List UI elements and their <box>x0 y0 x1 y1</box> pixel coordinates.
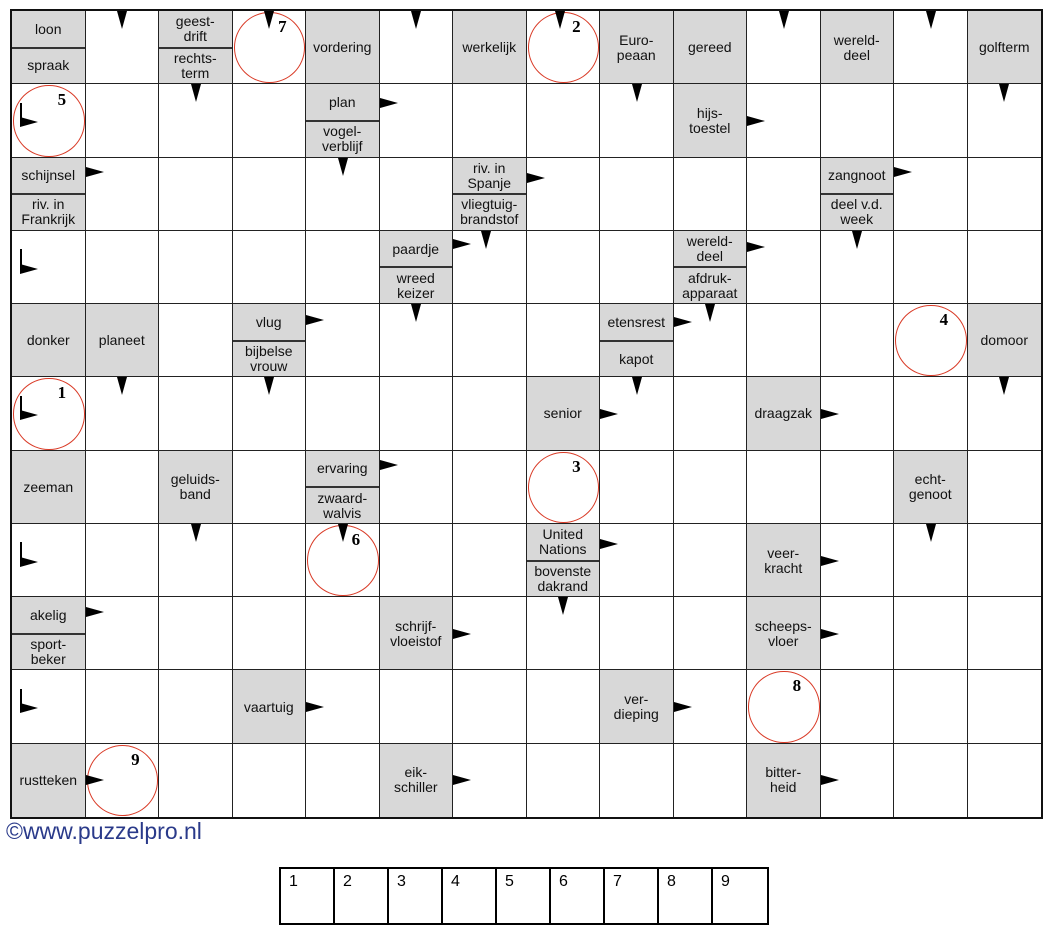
arrow-right-icon <box>600 539 618 549</box>
answer-cell[interactable] <box>674 744 748 817</box>
arrow-right-icon <box>86 775 104 785</box>
arrow-right-icon <box>380 460 398 470</box>
clue-cell <box>12 304 86 377</box>
answer-cell[interactable] <box>968 670 1042 743</box>
answer-cell[interactable] <box>453 304 527 377</box>
answer-cell[interactable] <box>968 597 1042 670</box>
answer-cell[interactable] <box>527 231 601 304</box>
arrow-down-icon <box>191 524 201 542</box>
answer-cell[interactable] <box>968 744 1042 817</box>
answer-cell[interactable] <box>821 451 895 524</box>
arrow-right-icon <box>453 775 471 785</box>
solution-number: 8 <box>667 873 676 890</box>
answer-cell[interactable] <box>453 377 527 450</box>
clue-text: hijs- toestel <box>689 104 731 136</box>
answer-cell[interactable] <box>453 670 527 743</box>
answer-cell[interactable] <box>380 670 454 743</box>
clue-text: donker <box>26 332 70 349</box>
answer-cell[interactable] <box>86 231 160 304</box>
clue-text: scheeps- vloer <box>754 617 812 649</box>
circle-number: 5 <box>57 90 67 110</box>
clue-cell <box>12 11 86 84</box>
clue-cell <box>674 11 748 84</box>
arrow-down-icon <box>117 11 127 29</box>
arrow-right-icon <box>747 242 765 252</box>
clue-cell <box>674 231 748 304</box>
answer-cell[interactable] <box>159 744 233 817</box>
clue-text: vliegtuig- brandstof <box>460 196 519 228</box>
arrow-bent-icon <box>20 264 38 274</box>
solution-box[interactable] <box>551 869 605 923</box>
clue-cell <box>600 304 674 377</box>
answer-cell[interactable] <box>380 377 454 450</box>
arrow-right-icon <box>674 317 692 327</box>
clue-cell <box>12 744 86 817</box>
solution-box[interactable] <box>389 869 443 923</box>
clue-text: senior <box>543 405 582 422</box>
answer-cell[interactable] <box>233 524 307 597</box>
solution-number: 1 <box>289 873 298 890</box>
clue-divider <box>233 340 306 342</box>
clue-cell <box>159 451 233 524</box>
answer-cell[interactable] <box>747 158 821 231</box>
answer-cell[interactable] <box>600 524 674 597</box>
answer-cell[interactable] <box>233 451 307 524</box>
solution-box[interactable] <box>335 869 389 923</box>
circle-number: 9 <box>131 749 140 769</box>
arrow-bent-icon <box>20 117 38 127</box>
clue-cell <box>747 744 821 817</box>
clue-text: spraak <box>27 57 70 74</box>
solution-number: 3 <box>397 873 406 890</box>
clue-text: schrijf- vloeistof <box>390 617 442 649</box>
clue-cell <box>380 744 454 817</box>
clue-cell <box>600 670 674 743</box>
clue-divider <box>453 193 526 195</box>
answer-cell[interactable] <box>600 597 674 670</box>
arrow-right-icon <box>306 315 324 325</box>
clue-cell <box>233 304 307 377</box>
answer-cell[interactable] <box>159 231 233 304</box>
answer-cell[interactable] <box>968 231 1042 304</box>
clue-text: sport- beker <box>30 636 67 668</box>
answer-cell[interactable] <box>821 670 895 743</box>
clue-text: draagzak <box>754 405 813 422</box>
arrow-right-icon <box>821 629 839 639</box>
clue-cell <box>453 11 527 84</box>
clue-text: eik- schiller <box>393 764 438 796</box>
clue-divider <box>12 193 85 195</box>
solution-circle <box>748 671 820 742</box>
circle-number: 7 <box>278 17 287 36</box>
clue-cell <box>527 524 601 597</box>
circle-number: 6 <box>351 529 361 549</box>
clue-cell <box>747 524 821 597</box>
answer-cell[interactable] <box>600 231 674 304</box>
clue-divider <box>527 560 600 562</box>
solution-box[interactable] <box>605 869 659 923</box>
clue-text: vogel- verblijf <box>322 123 363 155</box>
arrow-right-icon <box>600 409 618 419</box>
clue-text: planeet <box>98 332 145 349</box>
answer-cell[interactable] <box>159 670 233 743</box>
answer-cell[interactable] <box>86 451 160 524</box>
clue-cell <box>12 451 86 524</box>
arrow-down-icon <box>852 231 862 249</box>
answer-cell[interactable] <box>674 158 748 231</box>
answer-cell[interactable] <box>306 231 380 304</box>
arrow-right-icon <box>674 702 692 712</box>
answer-cell[interactable] <box>453 524 527 597</box>
arrow-down-icon <box>264 11 274 29</box>
answer-cell[interactable] <box>894 744 968 817</box>
answer-cell[interactable] <box>159 597 233 670</box>
arrow-bent-icon <box>20 410 38 420</box>
clue-divider <box>306 120 379 122</box>
answer-cell[interactable] <box>894 377 968 450</box>
answer-cell[interactable] <box>747 451 821 524</box>
arrow-down-icon <box>338 524 348 542</box>
circle-number: 8 <box>792 676 802 696</box>
clue-cell <box>821 11 895 84</box>
answer-cell[interactable] <box>159 304 233 377</box>
clue-text: zeeman <box>23 478 74 495</box>
answer-cell[interactable] <box>159 158 233 231</box>
answer-cell[interactable] <box>306 597 380 670</box>
clue-cell <box>12 597 86 670</box>
arrow-down-icon <box>558 597 568 615</box>
clue-text: kapot <box>619 350 654 367</box>
clue-text: plan <box>329 94 356 111</box>
circle-number: 2 <box>572 17 581 36</box>
clue-cell <box>968 304 1042 377</box>
solution-circle <box>895 305 967 376</box>
answer-cell[interactable] <box>821 304 895 377</box>
answer-cell[interactable] <box>968 158 1042 231</box>
clue-text: akelig <box>29 606 67 623</box>
clue-divider <box>12 47 85 49</box>
answer-cell[interactable] <box>306 744 380 817</box>
clue-cell <box>306 11 380 84</box>
clue-text: bijbelse vrouw <box>245 343 293 375</box>
answer-cell[interactable] <box>894 84 968 157</box>
clue-text: riv. in Spanje <box>467 159 512 191</box>
arrow-down-icon <box>481 231 491 249</box>
clue-text: wereld- deel <box>833 31 880 63</box>
solution-box[interactable] <box>659 869 713 923</box>
clue-text: afdruk- apparaat <box>682 269 738 301</box>
crossword-grid <box>10 9 1043 819</box>
clue-text: etensrest <box>607 313 666 330</box>
clue-text: rustteken <box>19 771 78 788</box>
clue-divider <box>380 266 453 268</box>
arrow-down-icon <box>926 11 936 29</box>
clue-text: bovenste dakrand <box>534 562 592 594</box>
arrow-right-icon <box>821 409 839 419</box>
answer-cell[interactable] <box>894 597 968 670</box>
arrow-right-icon <box>306 702 324 712</box>
clue-cell <box>380 231 454 304</box>
answer-cell[interactable] <box>86 84 160 157</box>
answer-cell[interactable] <box>380 524 454 597</box>
arrow-right-icon <box>894 167 912 177</box>
clue-text: domoor <box>980 332 1028 349</box>
arrow-right-icon <box>453 239 471 249</box>
solution-number: 9 <box>721 873 730 890</box>
answer-cell[interactable] <box>674 524 748 597</box>
arrow-right-icon <box>86 167 104 177</box>
clue-divider <box>306 486 379 488</box>
answer-cell[interactable] <box>674 451 748 524</box>
clue-cell <box>821 158 895 231</box>
clue-text: veer- kracht <box>764 544 803 576</box>
arrow-right-icon <box>380 98 398 108</box>
circle-number: 1 <box>57 383 67 403</box>
arrow-down-icon <box>411 304 421 322</box>
answer-cell[interactable] <box>380 158 454 231</box>
clue-text: golfterm <box>978 39 1030 56</box>
answer-cell[interactable] <box>600 451 674 524</box>
clue-text: gereed <box>687 39 732 56</box>
clue-cell <box>747 597 821 670</box>
answer-cell[interactable] <box>233 597 307 670</box>
solution-box[interactable] <box>443 869 497 923</box>
clue-cell <box>306 451 380 524</box>
arrow-down-icon <box>926 524 936 542</box>
arrow-right-icon <box>821 775 839 785</box>
answer-cell[interactable] <box>527 158 601 231</box>
answer-cell[interactable] <box>86 670 160 743</box>
answer-cell[interactable] <box>233 744 307 817</box>
arrow-down-icon <box>999 84 1009 102</box>
solution-box[interactable] <box>281 869 335 923</box>
clue-text: zangnoot <box>827 167 886 184</box>
clue-text: vlug <box>255 313 282 330</box>
answer-cell[interactable] <box>527 670 601 743</box>
clue-text: ver- dieping <box>613 691 659 723</box>
arrow-right-icon <box>747 116 765 126</box>
answer-cell[interactable] <box>159 377 233 450</box>
circle-number: 4 <box>939 310 949 330</box>
answer-cell[interactable] <box>600 744 674 817</box>
clue-cell <box>527 377 601 450</box>
clue-text: ervaring <box>316 460 368 477</box>
arrow-right-icon <box>86 607 104 617</box>
clue-cell <box>12 158 86 231</box>
clue-text: paardje <box>392 240 440 257</box>
clue-text: werkelijk <box>462 39 517 56</box>
arrow-down-icon <box>191 84 201 102</box>
clue-divider <box>674 266 747 268</box>
solution-circle <box>528 452 600 523</box>
clue-text: loon <box>35 20 62 37</box>
arrow-down-icon <box>632 84 642 102</box>
clue-cell <box>600 11 674 84</box>
clue-text: echt- genoot <box>908 471 952 503</box>
clue-divider <box>600 340 673 342</box>
clue-text: bitter- heid <box>765 764 802 796</box>
clue-cell <box>968 11 1042 84</box>
arrow-right-icon <box>453 629 471 639</box>
arrow-right-icon <box>821 556 839 566</box>
solution-number: 5 <box>505 873 514 890</box>
clue-cell <box>380 597 454 670</box>
answer-cell[interactable] <box>86 524 160 597</box>
answer-cell[interactable] <box>894 231 968 304</box>
clue-text: geest- drift <box>175 13 215 45</box>
clue-divider <box>12 633 85 635</box>
answer-cell[interactable] <box>527 744 601 817</box>
answer-cell[interactable] <box>747 304 821 377</box>
clue-text: United Nations <box>539 526 587 558</box>
answer-cell[interactable] <box>968 524 1042 597</box>
answer-cell[interactable] <box>894 670 968 743</box>
arrow-down-icon <box>999 377 1009 395</box>
clue-cell <box>674 84 748 157</box>
clue-cell <box>86 304 160 377</box>
clue-text: riv. in Frankrijk <box>21 196 76 228</box>
clue-text: Euro- peaan <box>616 31 656 63</box>
answer-cell[interactable] <box>453 84 527 157</box>
answer-cell[interactable] <box>527 84 601 157</box>
arrow-down-icon <box>338 158 348 176</box>
clue-text: vordering <box>313 39 372 56</box>
circle-number: 3 <box>572 456 581 476</box>
clue-text: wereld- deel <box>686 233 733 265</box>
solution-number: 2 <box>343 873 352 890</box>
clue-cell <box>159 11 233 84</box>
answer-cell[interactable] <box>233 158 307 231</box>
arrow-down-icon <box>117 377 127 395</box>
clue-cell <box>453 158 527 231</box>
solution-row <box>279 867 769 925</box>
arrow-down-icon <box>779 11 789 29</box>
clue-cell <box>894 451 968 524</box>
solution-box[interactable] <box>713 869 767 923</box>
arrow-bent-icon <box>20 703 38 713</box>
answer-cell[interactable] <box>380 84 454 157</box>
answer-cell[interactable] <box>453 451 527 524</box>
arrow-right-icon <box>527 173 545 183</box>
clue-cell <box>233 670 307 743</box>
clue-cell <box>306 84 380 157</box>
arrow-down-icon <box>632 377 642 395</box>
answer-cell[interactable] <box>821 84 895 157</box>
clue-text: zwaard- walvis <box>317 489 368 521</box>
answer-cell[interactable] <box>306 377 380 450</box>
clue-text: wreed keizer <box>396 269 435 301</box>
answer-cell[interactable] <box>527 304 601 377</box>
answer-cell[interactable] <box>233 84 307 157</box>
arrow-bent-icon <box>20 557 38 567</box>
clue-divider <box>159 47 232 49</box>
solution-number: 7 <box>613 873 622 890</box>
arrow-down-icon <box>705 304 715 322</box>
solution-box[interactable] <box>497 869 551 923</box>
solution-number: 4 <box>451 873 460 890</box>
clue-text: geluids- band <box>170 471 220 503</box>
arrow-down-icon <box>264 377 274 395</box>
clue-divider <box>821 193 894 195</box>
answer-cell[interactable] <box>968 451 1042 524</box>
clue-text: vaartuig <box>243 698 294 715</box>
arrow-down-icon <box>555 11 565 29</box>
answer-cell[interactable] <box>233 231 307 304</box>
clue-text: deel v.d. week <box>830 196 883 228</box>
arrow-down-icon <box>411 11 421 29</box>
solution-number: 6 <box>559 873 568 890</box>
clue-cell <box>747 377 821 450</box>
clue-text: schijnsel <box>21 167 76 184</box>
answer-cell[interactable] <box>600 158 674 231</box>
copyright-text: ©www.puzzelpro.nl <box>6 818 202 844</box>
answer-cell[interactable] <box>674 597 748 670</box>
answer-cell[interactable] <box>674 377 748 450</box>
clue-text: rechts- term <box>173 49 217 81</box>
